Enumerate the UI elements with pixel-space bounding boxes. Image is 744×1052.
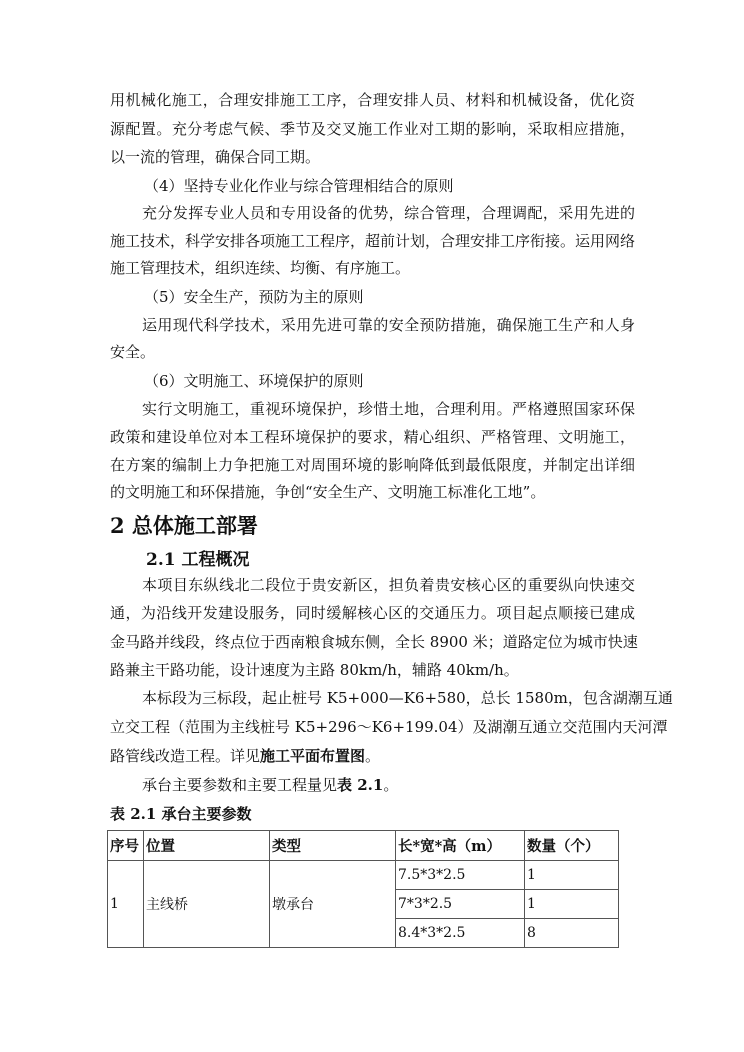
text-line: 的文明施工和环保措施，争创“安全生产、文明施工标准化工地”。 (110, 483, 546, 501)
text-line: 立交工程（范围为主线桩号 K5+296～K6+199.04）及湖潮互通立交范围内天河潭 (110, 718, 668, 736)
qty-cell: 1 (525, 890, 619, 919)
header-cell: 位置 (144, 831, 270, 861)
qty-cell: 8 (525, 919, 619, 948)
text-line: 路兼主干路功能，设计速度为主路 80km/h，辅路 40km/h。 (110, 661, 519, 679)
table-row (108, 861, 619, 890)
principle-4-title: （4）坚持专业化作业与综合管理相结合的原则 (144, 177, 454, 195)
text-line: 充分发挥专业人员和专用设备的优势，综合管理，合理调配，采用先进的 (142, 204, 635, 222)
table-header-row (108, 831, 619, 861)
principle-5-title: （5）安全生产，预防为主的原则 (144, 288, 364, 306)
header-cell: 数量（个） (525, 831, 619, 861)
text-line: 实行文明施工，重视环境保护，珍惜土地，合理利用。严格遵照国家环保 (142, 400, 635, 418)
dims-cell: 7*3*2.5 (396, 890, 525, 919)
text-line: 通，为沿线开发建设服务，同时缓解核心区的交通压力。项目起点顺接已建成 (110, 604, 635, 622)
subsection-heading: 2.1 工程概况 (146, 550, 250, 570)
text-line: 用机械化施工，合理安排施工工序，合理安排人员、材料和机械设备，优化资 (110, 91, 635, 109)
location-cell: 主线桥 (144, 861, 270, 948)
text: 路管线改造工程。详见 (110, 747, 261, 765)
text-line: 安全。 (110, 343, 156, 361)
dims-cell: 8.4*3*2.5 (396, 919, 525, 948)
text-line: 以一流的管理，确保合同工期。 (110, 148, 321, 166)
layout-plan-reference: 施工平面布置图 (260, 747, 366, 765)
text: 。 (383, 776, 399, 794)
text-line: 施工技术，科学安排各项施工工程序，超前计划，合理安排工序衔接。运用网络 (110, 232, 636, 250)
header-cell: 序号 (108, 831, 144, 861)
header-cell: 类型 (270, 831, 396, 861)
text-line: 在方案的编制上力争把施工对周围环境的影响降低到最低限度，并制定出详细 (110, 456, 635, 474)
text: 承台主要参数和主要工程量见 (142, 776, 338, 794)
parameters-table (107, 830, 619, 948)
text-line: 金马路并线段，终点位于西南粮食城东侧，全长 8900 米；道路定位为城市快速 (110, 633, 638, 651)
table-reference: 表 2.1 (337, 776, 384, 794)
no-cell: 1 (108, 861, 144, 948)
text-line (110, 746, 635, 766)
principle-6-title: （6）文明施工、环境保护的原则 (144, 372, 364, 390)
text-line: 政策和建设单位对本工程环境保护的要求，精心组织、严格管理、文明施工， (110, 428, 635, 446)
text-line: 本项目东纵线北二段位于贵安新区，担负着贵安核心区的重要纵向快速交 (142, 576, 635, 594)
text-line: 施工管理技术，组织连续、均衡、有序施工。 (110, 259, 411, 277)
text-line (142, 775, 635, 795)
text: 。 (365, 747, 381, 765)
table-caption: 表 2.1 承台主要参数 (110, 805, 252, 823)
type-cell: 墩承台 (270, 861, 396, 948)
dims-cell: 7.5*3*2.5 (396, 861, 525, 890)
text-line: 源配置。充分考虑气候、季节及交叉施工作业对工期的影响，采取相应措施， (110, 120, 635, 138)
text-line: 运用现代科学技术，采用先进可靠的安全预防措施，确保施工生产和人身 (142, 316, 635, 334)
qty-cell: 1 (525, 861, 619, 890)
text-line: 本标段为三标段，起止桩号 K5+000—K6+580，总长 1580m，包含湖潮互通 (142, 689, 673, 707)
header-cell: 长*宽*高（m） (396, 831, 525, 861)
section-heading: 2 总体施工部署 (110, 513, 258, 538)
